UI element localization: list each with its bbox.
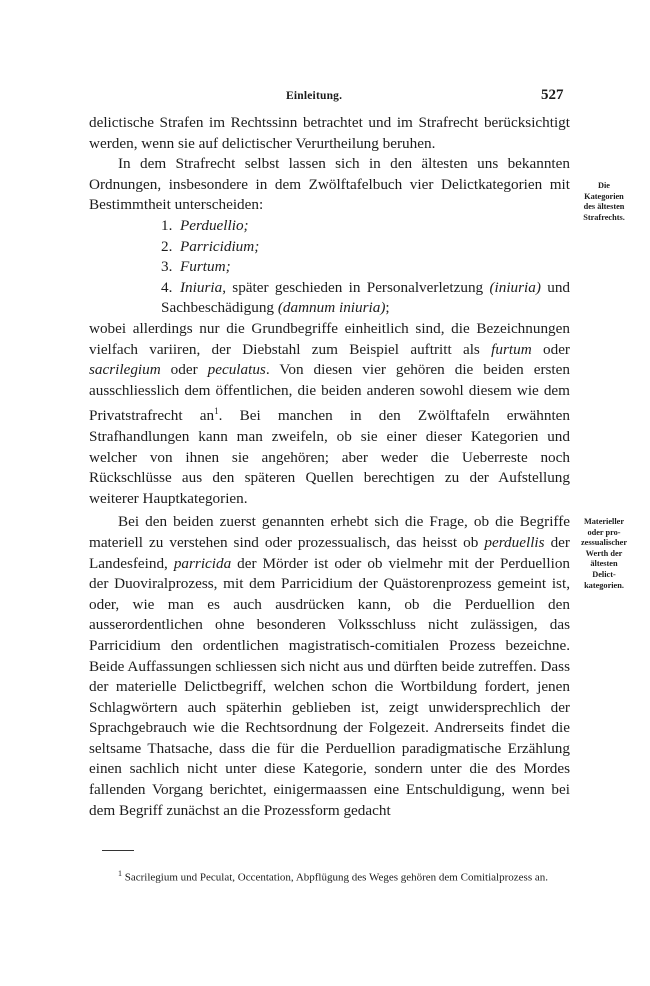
- italic-term: parricida: [173, 554, 232, 572]
- paragraph-1: delictische Strafen im Rechtssinn betrachtet und im Strafrecht berücksichtigt werden, wenn sie auf delictischer Verurtheilung beruhen.: [89, 114, 570, 152]
- footnote-ref: 1: [214, 406, 219, 417]
- margin-note-categories: [576, 181, 632, 223]
- main-text: [89, 113, 570, 821]
- margin-note-line: ältesten: [590, 559, 618, 569]
- paragraph-3: [89, 319, 570, 509]
- margin-note-line: Kategorien: [584, 191, 624, 201]
- footnote: [89, 866, 570, 886]
- list-item: [161, 257, 570, 278]
- italic-term: furtum: [491, 340, 532, 358]
- list-text: ;: [385, 299, 390, 317]
- running-head: Einleitung.: [286, 90, 343, 102]
- italic-term: peculatus: [207, 361, 266, 379]
- margin-note-line: kategorien.: [584, 580, 624, 590]
- list-item: [161, 216, 570, 237]
- text-run: wobei allerdings nur die Grundbegriffe einheitlich sind, die Bezeichnungen vielfach variiren, der Diebstahl zum Beispiel auftritt als: [89, 319, 570, 358]
- italic-term: sacrilegium: [89, 361, 161, 379]
- footnote-rule: [102, 850, 134, 851]
- list-term-paren: (iniuria): [489, 278, 541, 296]
- list-number: 3.: [161, 258, 173, 276]
- text-run: . Bei manchen in den Zwölftafeln erwähnten Strafhandlungen kann man zweifeln, ob sie einer dieser Kategorien und welcher von ihnen sie angehören; aber weder die Ueberreste noch Rückschlüsse aus den späteren Quellen berechtigen zu der Aufstellung weiterer Hauptkategorien.: [89, 407, 570, 507]
- paragraph-2: In dem Strafrecht selbst lassen sich in den ältesten uns bekannten Ordnungen, insbesondere in dem Zwölftafelbuch vier Delictkategorien mit Bestimmtheit unterscheiden:: [89, 155, 570, 214]
- italic-term: perduellis: [484, 533, 545, 551]
- delict-category-list: [89, 216, 570, 319]
- margin-note-line: zessualischer: [580, 538, 628, 548]
- list-item: [161, 237, 570, 258]
- text-run: . Von diesen vier gehören die beiden ersten ausschliesslich dem öffentlichen, die beiden anderen sowohl diesem wie dem Privatstrafrecht an: [89, 361, 570, 425]
- list-text: und Sachbeschädigung: [161, 278, 571, 317]
- page-number: 527: [541, 87, 564, 103]
- text-run: Bei den beiden zuerst genannten erhebt sich die Frage, ob die Begriffe materiell zu verstehen sind oder prozessualisch, das heisst ob: [89, 513, 570, 551]
- list-term: Iniuria: [180, 278, 223, 296]
- margin-note-line: Strafrechts.: [583, 212, 625, 222]
- list-term-paren: (damnum iniuria): [277, 299, 386, 317]
- list-number: 1.: [161, 216, 173, 234]
- text-run: oder: [531, 340, 570, 358]
- text-run: der Mörder ist oder ob vielmehr mit der Perduellion der Duoviralprozess, mit dem Parricidium der Quästorenprozess gemeint ist, oder, wie man es auch ausdrücken kann, ob die Perduellion den ausserordentlichen ohne besonderen Volksschluss nicht zulässigen, das Parricidium den ordentlichen magistratisch-comitialen Prozess bezeichne. Beide Auffassungen schliessen sich nicht aus und dürften beide zutreffen. Dass der materielle Delictbegriff, welchen schon die Wortbildung fordert, jenen Schlagwörtern auch späterhin geblieben ist, zeigt unwidersprechlich der Sprachgebrauch wie die Rechtsordnung der Folgezeit. Andrerseits findet die seltsame Thatsache, dass die für die Perduellion paradigmatische Erzählung einen sachlich nicht unter diese Kategorie, sondern unter die des Mordes fallenden Vorgang berichtet, einigermaassen eine Entschuldigung, wenn bei dem Begriff zunächst an die Prozessform gedacht: [89, 554, 571, 819]
- margin-note-line: Werth der: [585, 548, 623, 558]
- list-term: Furtum;: [180, 258, 231, 276]
- list-term: Parricidium;: [180, 237, 260, 255]
- paragraph-4: [89, 512, 570, 821]
- margin-note-line: Delict-: [592, 569, 616, 579]
- text-run: oder: [160, 361, 208, 379]
- text-run: der Landesfeind,: [89, 533, 570, 572]
- margin-note-line: Die: [598, 181, 610, 190]
- list-number: 4.: [161, 278, 173, 296]
- footnote-text: Sacrilegium und Peculat, Occentation, Abpflügung des Weges gehören dem Comitialprozess an.: [122, 871, 548, 884]
- list-term: Perduellio;: [180, 216, 249, 234]
- margin-note-line: oder pro-: [587, 527, 621, 537]
- margin-note-material-value: [576, 517, 632, 591]
- list-text: , später geschieden in Personalverletzung: [222, 278, 490, 296]
- list-number: 2.: [161, 237, 173, 255]
- list-item: [161, 278, 570, 319]
- margin-note-line: des ältesten: [583, 202, 625, 212]
- margin-note-line: Materieller: [583, 517, 625, 526]
- footnote-marker: 1: [118, 869, 122, 878]
